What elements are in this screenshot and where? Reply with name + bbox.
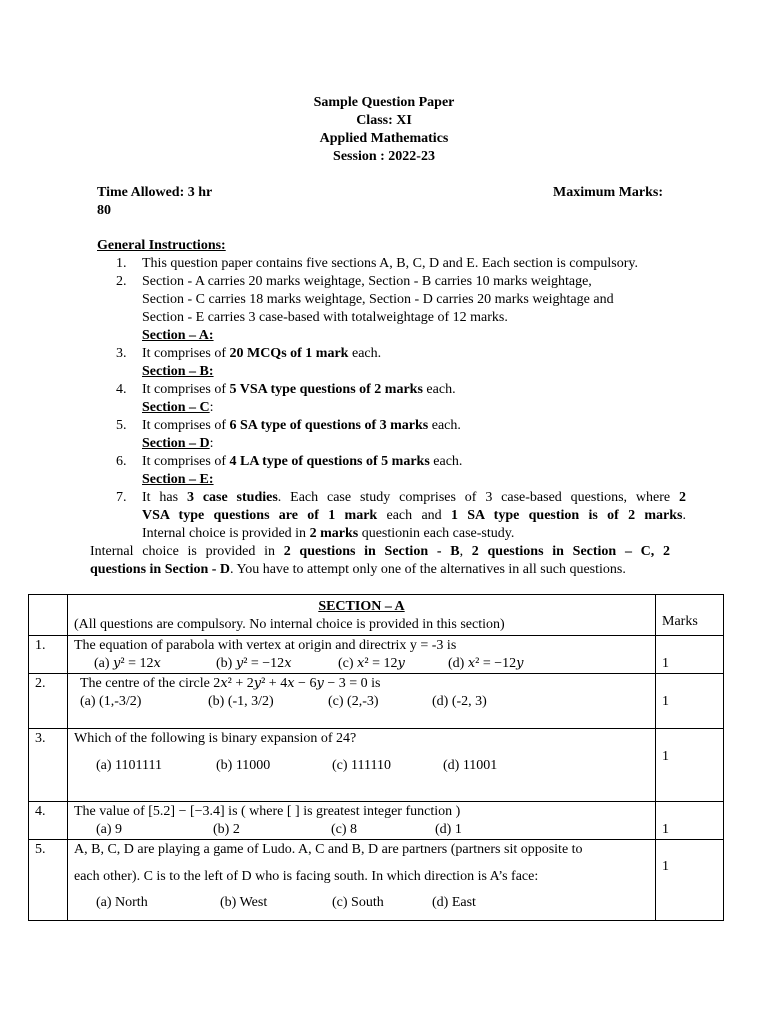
question-text: The equation of parabola with vertex at origin and directrix y = -3 is [74,638,457,653]
session-line: Session : 2022-23 [333,149,435,164]
question-marks: 1 [656,729,724,802]
section-a-title: SECTION – A [318,599,405,614]
option-a: (a) 9 [96,822,123,837]
option-c: (c) South [332,895,384,910]
instruction-text: each. [428,418,461,433]
general-instructions-title: General Instructions: [97,238,226,253]
section-header-cell [68,595,656,636]
instruction-number: 5. [116,418,127,433]
table-row [29,802,724,840]
instruction-text: each and [377,508,451,523]
instruction-number: 2. [116,274,127,289]
question-text: A, B, C, D are playing a game of Ludo. A, C and B, D are partners (partners sit opposite to [74,842,583,857]
table-row [29,674,724,729]
time-allowed: Time Allowed: 3 hr [97,185,213,200]
instruction-text: Internal choice is provided in [142,526,310,541]
option-b: (b) 11000 [216,758,271,773]
question-number: 2. [29,674,68,729]
option-b: (b) (-1, 3/2) [208,694,274,709]
section-c-heading-row [116,399,686,417]
instruction-text: Section - C carries 18 marks weightage, Section - D carries 20 marks weightage and [142,292,614,307]
option-d: (d) (-2, 3) [432,694,487,709]
instruction-text: It comprises of [142,418,230,433]
choice-line [90,561,670,579]
instruction-line [142,525,686,543]
instruction-text: It has [142,490,187,505]
instruction-text: each. [422,382,456,397]
instruction-text: Section - A carries 20 marks weightage, Section - B carries 10 marks weightage, [142,274,592,289]
question-number: 3. [29,729,68,802]
question-options [74,693,649,711]
option-d: (d) 11001 [443,758,498,773]
question-number: 5. [29,840,68,921]
choice-text: Internal choice is provided in [90,544,284,559]
option-a: (a) North [96,895,148,910]
instruction-emphasis: 20 MCQs of 1 mark [229,346,349,361]
instruction-text: each. [429,454,463,469]
internal-choice-note [90,543,670,579]
section-b-heading: Section – B: [142,364,214,379]
instruction-emphasis: VSA type questions are of 1 mark [142,508,378,523]
question-marks: 1 [656,636,724,674]
instruction-text: questionin each case-study. [358,526,515,541]
question-marks: 1 [656,802,724,840]
instruction-item [116,489,686,543]
marks-header: Marks [656,595,724,636]
question-number: 4. [29,802,68,840]
colon: : [209,436,214,451]
question-cell [68,802,656,840]
option-b: (b) West [220,895,268,910]
instruction-number: 7. [116,490,127,505]
option-b: (b) 2 [213,822,240,837]
choice-text: . You have to attempt only one of the alternatives in all such questions. [230,562,626,577]
instruction-text: It comprises of [142,346,230,361]
question-cell [68,840,656,921]
option-c: (c) 8 [331,822,358,837]
option-d: (d) 1 [435,822,462,837]
instruction-text: each. [348,346,382,361]
instruction-item [116,345,686,363]
question-text: each other). C is to the left of D who is facing south. In which direction is A’s face: [74,869,539,884]
section-a-table [28,594,724,921]
class-line: Class: XI [356,113,412,128]
option-c: (c) x² = 12y [338,656,405,671]
choice-text: , [459,544,472,559]
instruction-emphasis: 2 marks [309,526,359,541]
option-a: (a) (1,-3/2) [80,694,142,709]
option-c: (c) 111110 [332,758,391,773]
max-marks-value: 80 [97,203,111,218]
instruction-text: This question paper contains five sections A, B, C, D and E. Each section is compulsory. [142,256,639,271]
table-row [29,729,724,802]
choice-emphasis: questions in Section - D [90,562,231,577]
instruction-emphasis: 1 SA type question is of 2 marks [450,508,683,523]
table-row [29,636,724,674]
question-text: The value of [5.2] − [−3.4] is ( where [ ] is greatest integer function ) [74,804,461,819]
question-number: 1. [29,636,68,674]
choice-emphasis: 2 questions in Section - B [283,544,460,559]
option-b: (b) y² = −12x [216,656,292,671]
section-a-heading: Section – A: [142,328,214,343]
instruction-text: . Each case study comprises of 3 case-based questions, where [277,490,679,505]
instruction-text: . [682,508,686,523]
option-a: (a) 1101111 [96,758,162,773]
instruction-line [142,489,686,507]
instruction-emphasis: 3 case studies [186,490,278,505]
paper-title: Sample Question Paper [313,95,455,110]
question-text: The centre of the circle 2x² + 2y² + 4x − 6y − 3 = 0 is [80,676,381,691]
instruction-item [116,453,686,471]
table-row [29,840,724,921]
subject-line: Applied Mathematics [319,131,449,146]
option-c: (c) (2,-3) [328,694,379,709]
question-cell [68,674,656,729]
question-options [74,655,649,673]
question-options [74,821,649,839]
instructions-list [116,255,686,543]
option-d: (d) x² = −12y [448,656,524,671]
section-a-note: (All questions are compulsory. No internal choice is provided in this section) [74,617,505,632]
instruction-emphasis: 5 VSA type questions of 2 marks [229,382,423,397]
choice-emphasis: 2 questions in Section – C, 2 [471,544,671,559]
instruction-line [142,507,686,525]
question-options [74,748,649,775]
num-header-cell [29,595,68,636]
instruction-text: Section - E carries 3 case-based with totalweightage of 12 marks. [142,310,508,325]
question-cell [68,636,656,674]
instruction-text: It comprises of [142,382,230,397]
instruction-item [116,273,686,327]
instruction-text: It comprises of [142,454,230,469]
section-e-heading: Section – E: [142,472,214,487]
instruction-emphasis: 4 LA type of questions of 5 marks [229,454,430,469]
table-header-row [29,595,724,636]
instruction-item [116,381,686,399]
question-options [74,886,649,912]
max-marks-label: Maximum Marks: [553,185,664,200]
instruction-number: 6. [116,454,127,469]
instruction-item [116,417,686,435]
question-marks: 1 [656,674,724,729]
instruction-emphasis: 6 SA type of questions of 3 marks [229,418,429,433]
option-a: (a) y² = 12x [94,656,161,671]
section-d-heading: Section – D [142,436,210,451]
instruction-number: 3. [116,346,127,361]
colon: : [209,400,214,415]
section-c-heading: Section – C [142,400,210,415]
option-d: (d) East [432,895,476,910]
question-cell [68,729,656,802]
choice-line [90,543,670,561]
instruction-number: 4. [116,382,127,397]
question-marks: 1 [656,840,724,921]
instruction-number: 1. [116,256,127,271]
instruction-item [116,255,686,273]
section-d-heading-row [116,435,686,453]
question-text: Which of the following is binary expansion of 24? [74,731,357,746]
instruction-emphasis: 2 [679,490,686,505]
